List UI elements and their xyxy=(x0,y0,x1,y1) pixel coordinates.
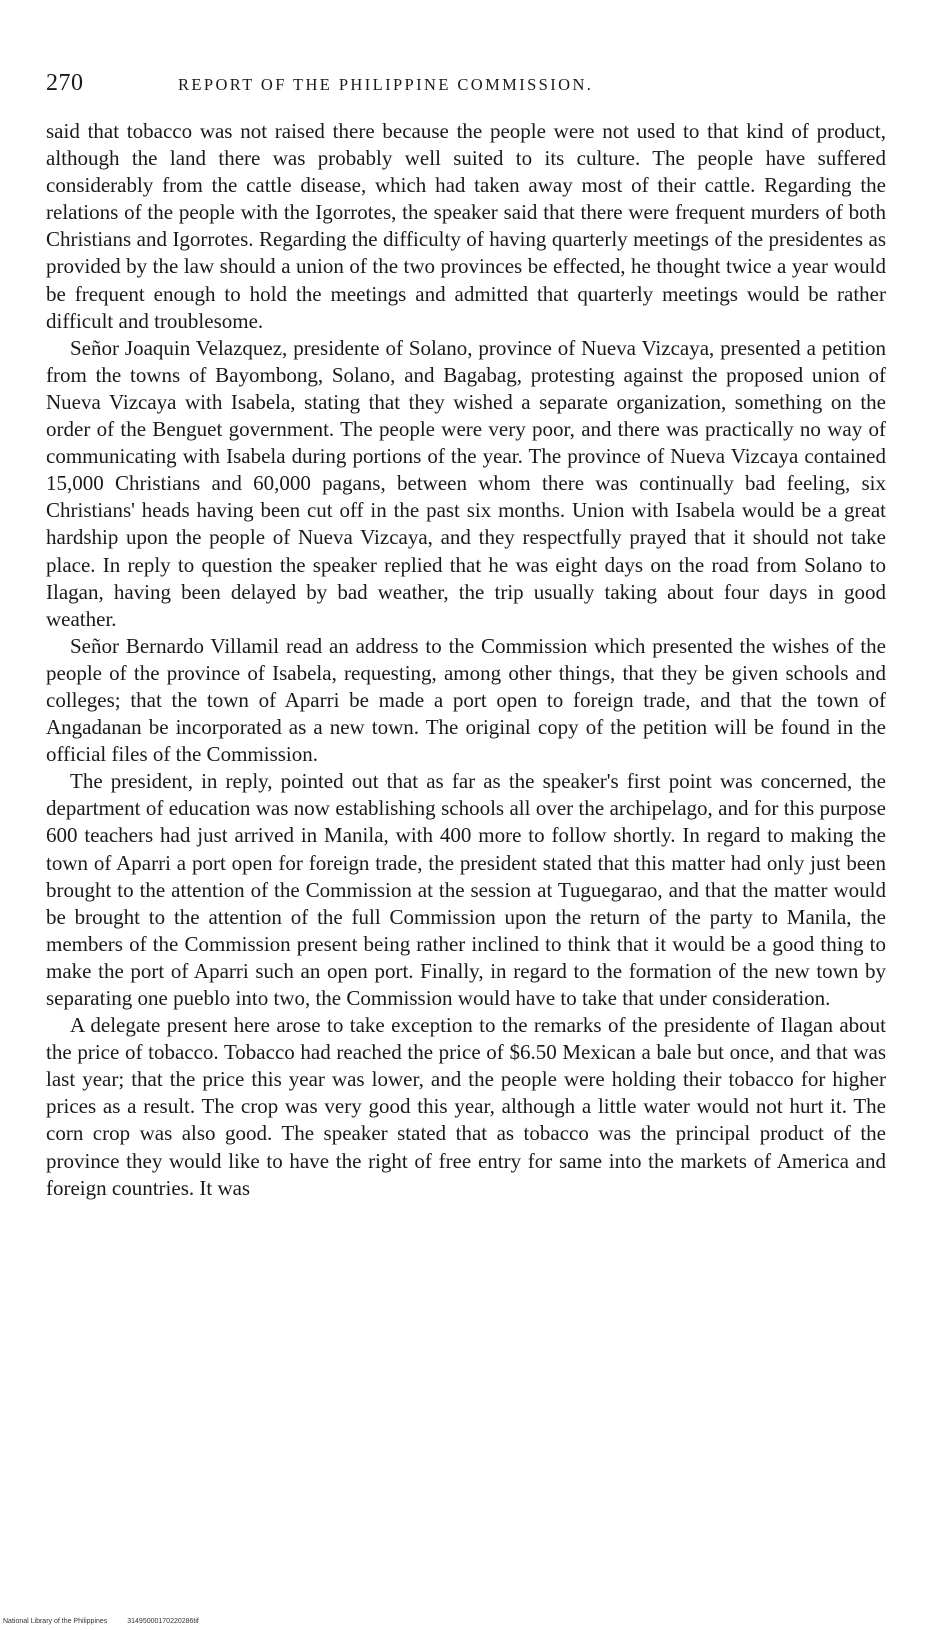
scan-footer xyxy=(3,1618,217,1625)
page-number: 270 xyxy=(46,70,84,96)
paragraph-delegate-exception: A delegate present here arose to take exception to the remarks of the presidente of Ilagan about the price of tobacco. Tobacco had reached the price of $6.50 Mexican a bale but once, and that was last year; that the price this year was lower, and the people were holding their tobacco for higher prices as a result. The crop was very good this year, although a little water would not hurt it. The corn crop was also good. The speaker stated that as tobacco was the principal product of the province they would like to have the right of free entry for same into the markets of America and foreign countries. It was xyxy=(46,1013,886,1200)
paragraph-villamil-address: Señor Bernardo Villamil read an address to the Commission which presented the wishes of the people of the province of Isabela, requesting, among other things, that they be given schools and colleges; that the town of Aparri be made a port open to foreign trade, and that the town of Angadanan be incorporated as a new town. The original copy of the petition will be found in the official files of the Commission. xyxy=(46,633,886,767)
page-header xyxy=(46,70,886,100)
paragraph-velazquez-petition: Señor Joaquin Velazquez, presidente of Solano, province of Nueva Vizcaya, presented a petition from the towns of Bayombong, Solano, and Bagabag, protesting against the proposed union of Nueva Vizcaya with Isabela, stating that they wished a separate organization, something on the order of the Benguet government. The people were very poor, and there was practically no way of communicating with Isabela during portions of the year. The province of Nueva Vizcaya contained 15,000 Christians and 60,000 pagans, between whom there was continually bad feeling, six Christians' heads having been cut off in the past six months. Union with Isabela would be a great hardship upon the people of Nueva Vizcaya, and they respectfully prayed that it should not take place. In reply to question the speaker replied that he was eight days on the road from Solano to Ilagan, having been delayed by bad weather, the trip usually taking about four days in good weather. xyxy=(46,335,886,631)
paragraph-continuation: said that tobacco was not raised there because the people were not used to that kind of product, although the land there was probably well suited to its culture. The people have suffered considerably from the cattle disease, which had taken away most of their cattle. Regarding the relations of the people with the Igorrotes, the speaker said that there were frequent murders of both Christians and Igorrotes. Regarding the difficulty of having quarterly meetings of the presidentes as provided by the law should a union of the two provinces be effected, he thought twice a year would be frequent enough to hold the meetings and admitted that quarterly meetings would be rather difficult and troublesome. xyxy=(46,119,886,333)
footer-scan-id: 31495000170220286tif xyxy=(127,1618,199,1625)
body-text xyxy=(46,118,886,1202)
footer-library: National Library of the Philippines xyxy=(3,1618,108,1625)
paragraph-president-reply: The president, in reply, pointed out that as far as the speaker's first point was concerned, the department of education was now establishing schools all over the archipelago, and for this purpose 600 teachers had just arrived in Manila, with 400 more to follow shortly. In regard to making the town of Aparri a port open for foreign trade, the president stated that this matter had only just been brought to the attention of the Commission at the session at Tuguegarao, and that the matter would be brought to the attention of the full Commission upon the return of the party to Manila, the members of the Commission present being rather inclined to think that it would be a good thing to make the port of Aparri such an open port. Finally, in regard to the formation of the new town by separating one pueblo into two, the Commission would have to take that under consideration. xyxy=(46,769,886,1010)
running-title: REPORT OF THE PHILIPPINE COMMISSION. xyxy=(178,75,594,94)
